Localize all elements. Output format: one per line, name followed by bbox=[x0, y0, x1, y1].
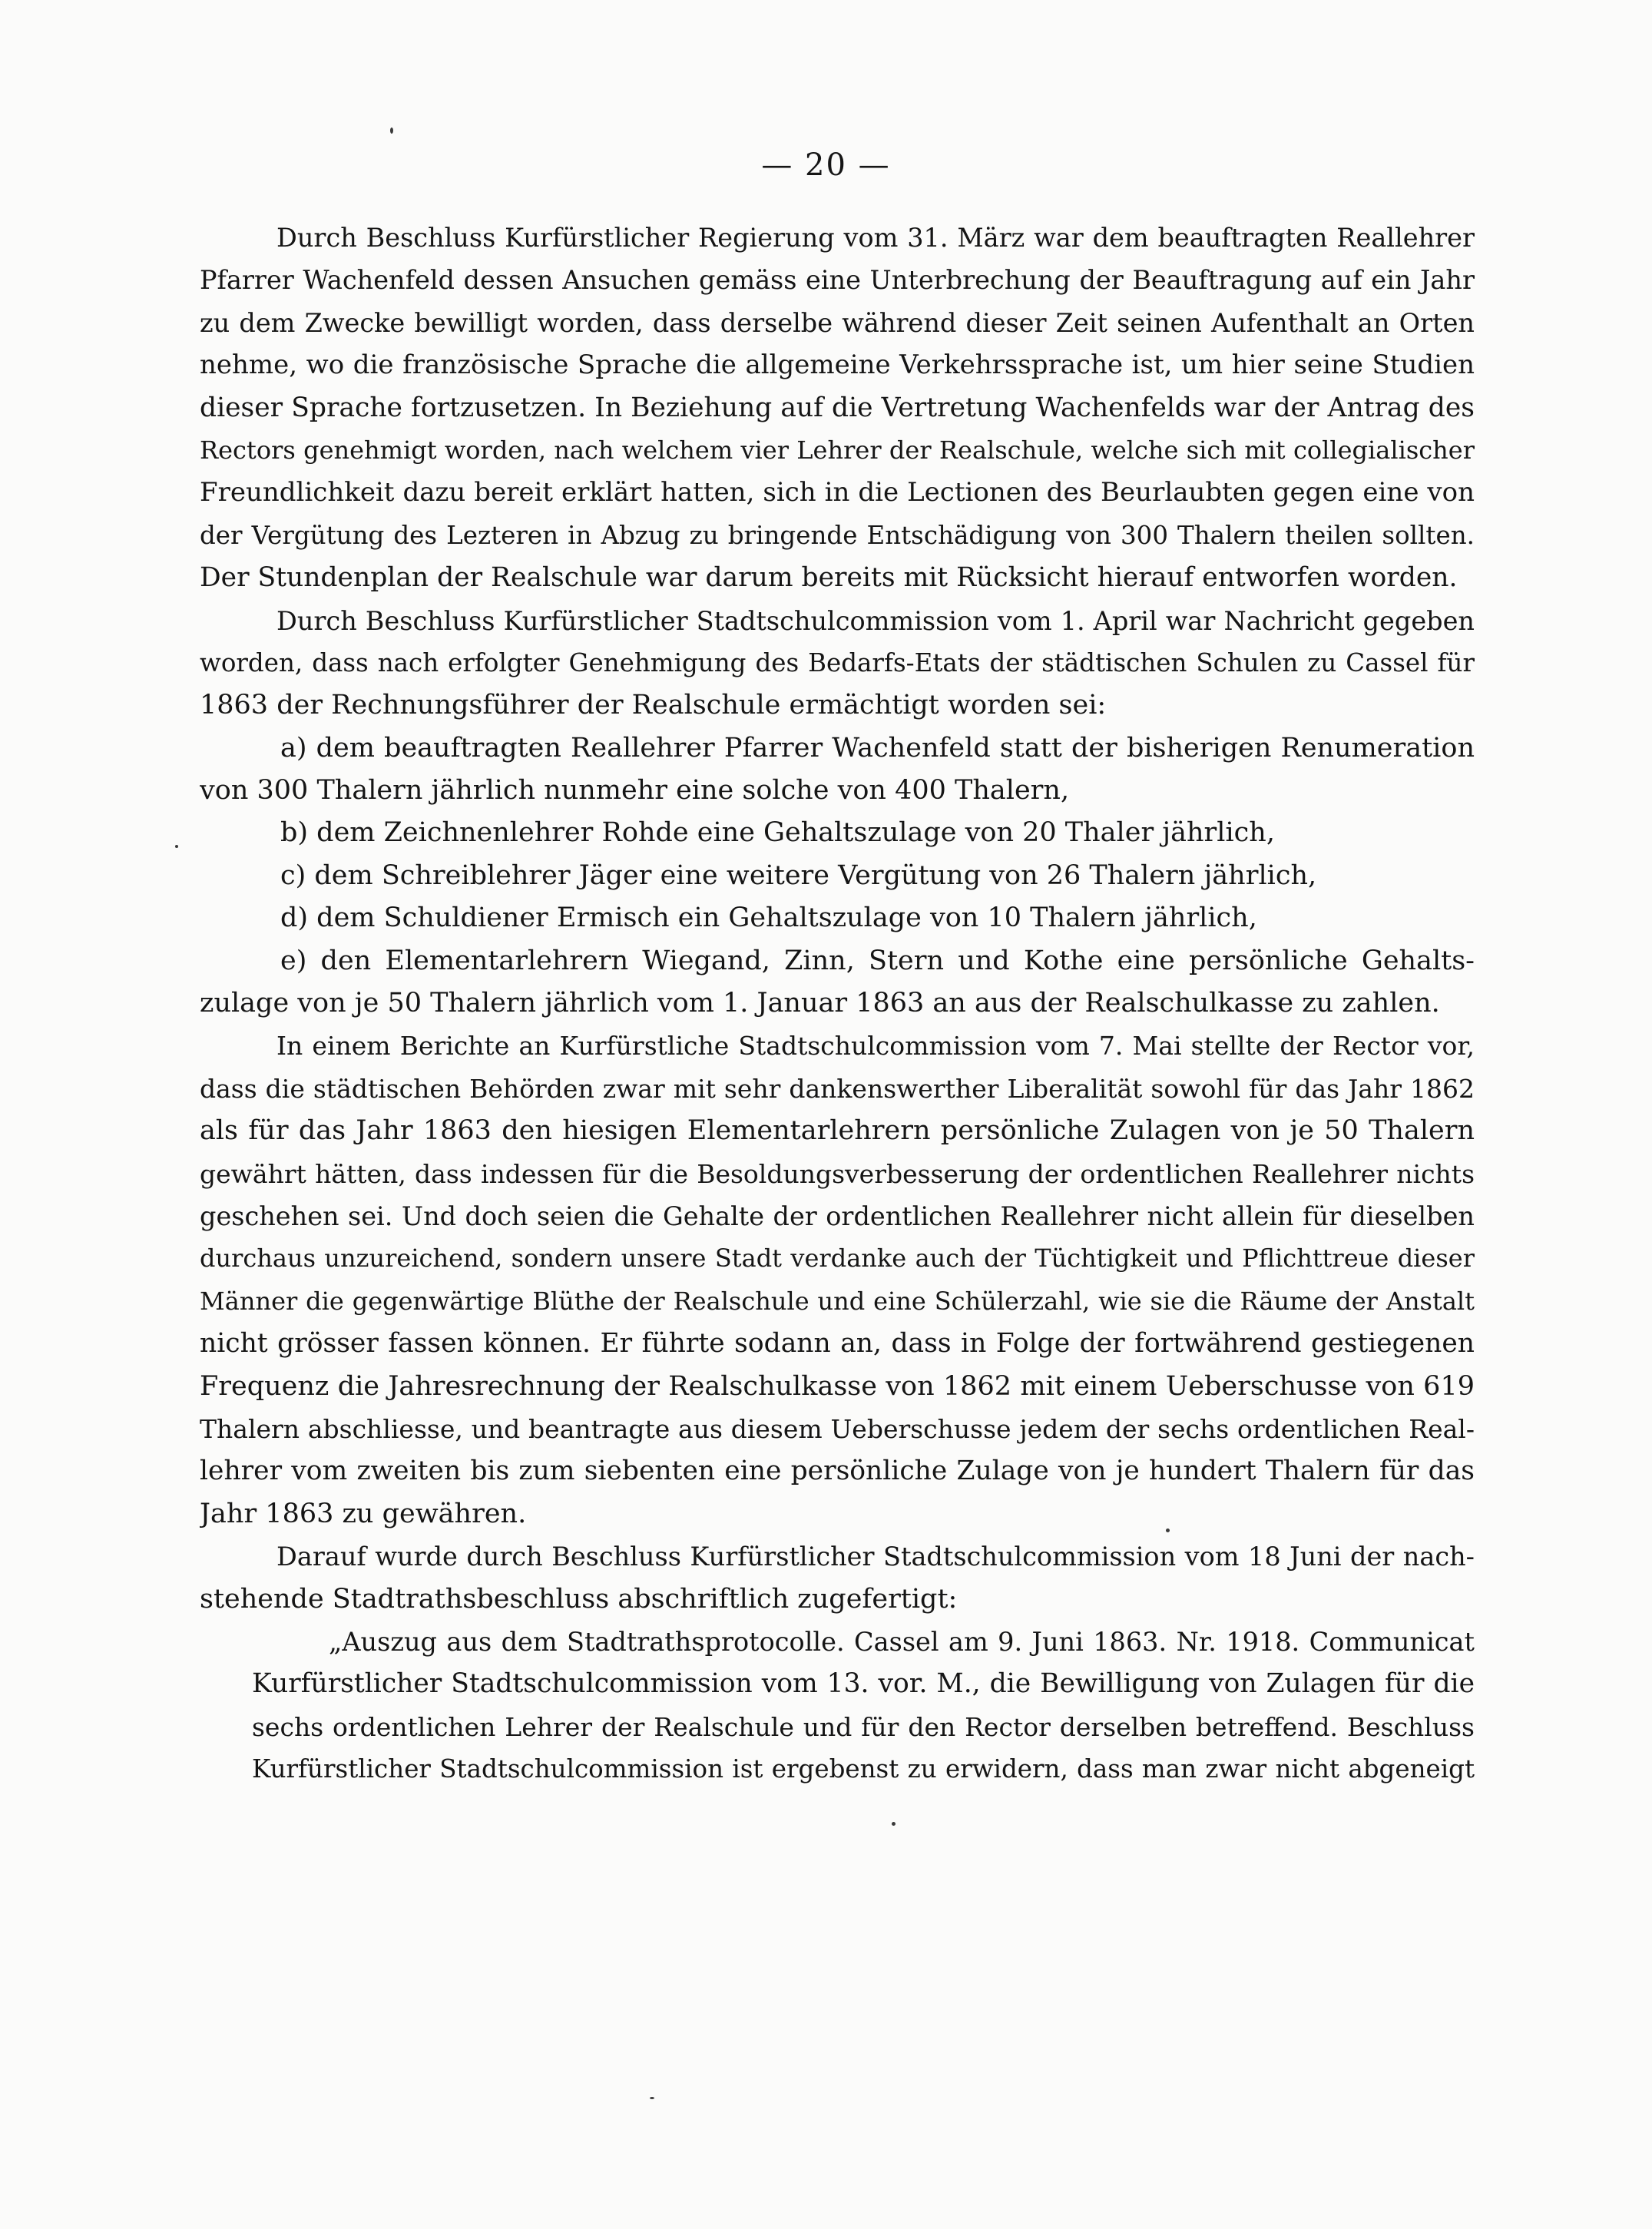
text-line: a) dem beauftragten Reallehrer Pfarrer Wachenfeld statt der bisherigen Renumeration bbox=[280, 732, 1475, 763]
text-line: geschehen sei. Und doch seien die Gehalte der ordentlichen Reallehrer nicht allein für dieselben bbox=[200, 1201, 1475, 1231]
text-line: der Vergütung des Lezteren in Abzug zu bringende Entschädigung von 300 Thalern theilen sollten. bbox=[200, 520, 1475, 550]
text-line: Rectors genehmigt worden, nach welchem vier Lehrer der Realschule, welche sich mit collegialischer bbox=[200, 435, 1475, 465]
scan-speck bbox=[175, 845, 178, 848]
text-line: Der Stundenplan der Realschule war darum bereits mit Rücksicht hierauf entworfen worden. bbox=[200, 562, 1458, 594]
text-line: durchaus unzureichend, sondern unsere Stadt verdanke auch der Tüchtigkeit und Pflichttreue dieser bbox=[200, 1244, 1475, 1273]
text-line: lehrer vom zweiten bis zum siebenten eine persönliche Zulage von je hundert Thalern für das bbox=[200, 1456, 1475, 1487]
text-line: Darauf wurde durch Beschluss Kurfürstlicher Stadtschulcommission vom 18 Juni der nach- bbox=[276, 1542, 1475, 1572]
text-line: Frequenz die Jahresrechnung der Realschulkasse von 1862 mit einem Ueberschusse von 619 bbox=[200, 1370, 1475, 1402]
scan-speck bbox=[892, 1822, 896, 1826]
text-line: d) dem Schuldiener Ermisch ein Gehaltszulage von 10 Thalern jährlich, bbox=[280, 903, 1257, 934]
text-line: In einem Berichte an Kurfürstliche Stadtschulcommission vom 7. Mai stellte der Rector vor, bbox=[276, 1031, 1475, 1062]
text-line: Kurfürstlicher Stadtschulcommission vom 13. vor. M., die Bewilligung von Zulagen für die bbox=[252, 1668, 1475, 1700]
text-line: c) dem Schreiblehrer Jäger eine weitere Vergütung von 26 Thalern jährlich, bbox=[280, 859, 1317, 891]
text-line: sechs ordentlichen Lehrer der Realschule und für den Rector derselben betreffend. Beschluss bbox=[252, 1711, 1475, 1742]
text-line: dass die städtischen Behörden zwar mit sehr dankenswerther Liberalität sowohl für das Jahr 1862 bbox=[200, 1073, 1475, 1104]
text-line: b) dem Zeichnenlehrer Rohde eine Gehaltszulage von 20 Thaler jährlich, bbox=[280, 817, 1275, 849]
text-line: e) den Elementarlehrern Wiegand, Zinn, Stern und Kothe eine persönliche Gehalts- bbox=[280, 945, 1475, 976]
text-line: worden, dass nach erfolgter Genehmigung des Bedarfs-Etats der städtischen Schulen zu Cassel für bbox=[200, 648, 1475, 677]
text-line: als für das Jahr 1863 den hiesigen Elementarlehrern persönliche Zulagen von je 50 Thalern bbox=[200, 1115, 1475, 1147]
text-line: gewährt hätten, dass indessen für die Besoldungsverbesserung der ordentlichen Reallehrer nichts bbox=[200, 1158, 1475, 1189]
text-line: Männer die gegenwärtige Blüthe der Realschule und eine Schülerzahl, wie sie die Räume der Anstalt bbox=[200, 1286, 1475, 1316]
text-line: Jahr 1863 zu gewähren. bbox=[200, 1498, 527, 1529]
scan-speck bbox=[650, 2097, 654, 2099]
text-line: Kurfürstlicher Stadtschulcommission ist ergebenst zu erwidern, dass man zwar nicht abgeneigt bbox=[252, 1754, 1475, 1784]
text-line: nehme, wo die französische Sprache die allgemeine Verkehrssprache ist, um hier seine Studien bbox=[200, 349, 1475, 381]
text-line: 1863 der Rechnungsführer der Realschule ermächtigt worden sei: bbox=[200, 690, 1107, 721]
text-line: Thalern abschliesse, und beantragte aus diesem Ueberschusse jedem der sechs ordentlichen Real- bbox=[200, 1413, 1475, 1444]
text-line: von 300 Thalern jährlich nunmehr eine solche von 400 Thalern, bbox=[200, 775, 1070, 806]
scan-speck bbox=[390, 128, 393, 134]
text-line: Pfarrer Wachenfeld dessen Ansuchen gemäss eine Unterbrechung der Beauftragung auf ein Jahr bbox=[200, 265, 1475, 296]
scan-speck bbox=[1166, 1529, 1170, 1532]
text-line: dieser Sprache fortzusetzen. In Beziehung auf die Vertretung Wachenfelds war der Antrag des bbox=[200, 392, 1475, 423]
text-line: stehende Stadtrathsbeschluss abschriftlich zugefertigt: bbox=[200, 1583, 958, 1615]
text-line: Durch Beschluss Kurfürstlicher Stadtschulcommission vom 1. April war Nachricht gegeben bbox=[276, 605, 1475, 636]
text-line: zu dem Zwecke bewilligt worden, dass derselbe während dieser Zeit seinen Aufenthalt an Orten bbox=[200, 307, 1475, 338]
text-line: zulage von je 50 Thalern jährlich vom 1. Januar 1863 an aus der Realschulkasse zu zahlen. bbox=[200, 988, 1440, 1019]
text-line: Freundlichkeit dazu bereit erklärt hatten, sich in die Lectionen des Beurlaubten gegen eine von bbox=[200, 477, 1475, 508]
page-number: — 20 — bbox=[761, 147, 891, 183]
text-line: nicht grösser fassen können. Er führte sodann an, dass in Folge der fortwährend gestiegenen bbox=[200, 1328, 1475, 1360]
text-line: Durch Beschluss Kurfürstlicher Regierung vom 31. März war dem beauftragten Reallehrer bbox=[276, 223, 1475, 253]
text-line: „Auszug aus dem Stadtrathsprotocolle. Cassel am 9. Juni 1863. Nr. 1918. Communicat bbox=[329, 1626, 1475, 1657]
body-text bbox=[200, 217, 1475, 1790]
